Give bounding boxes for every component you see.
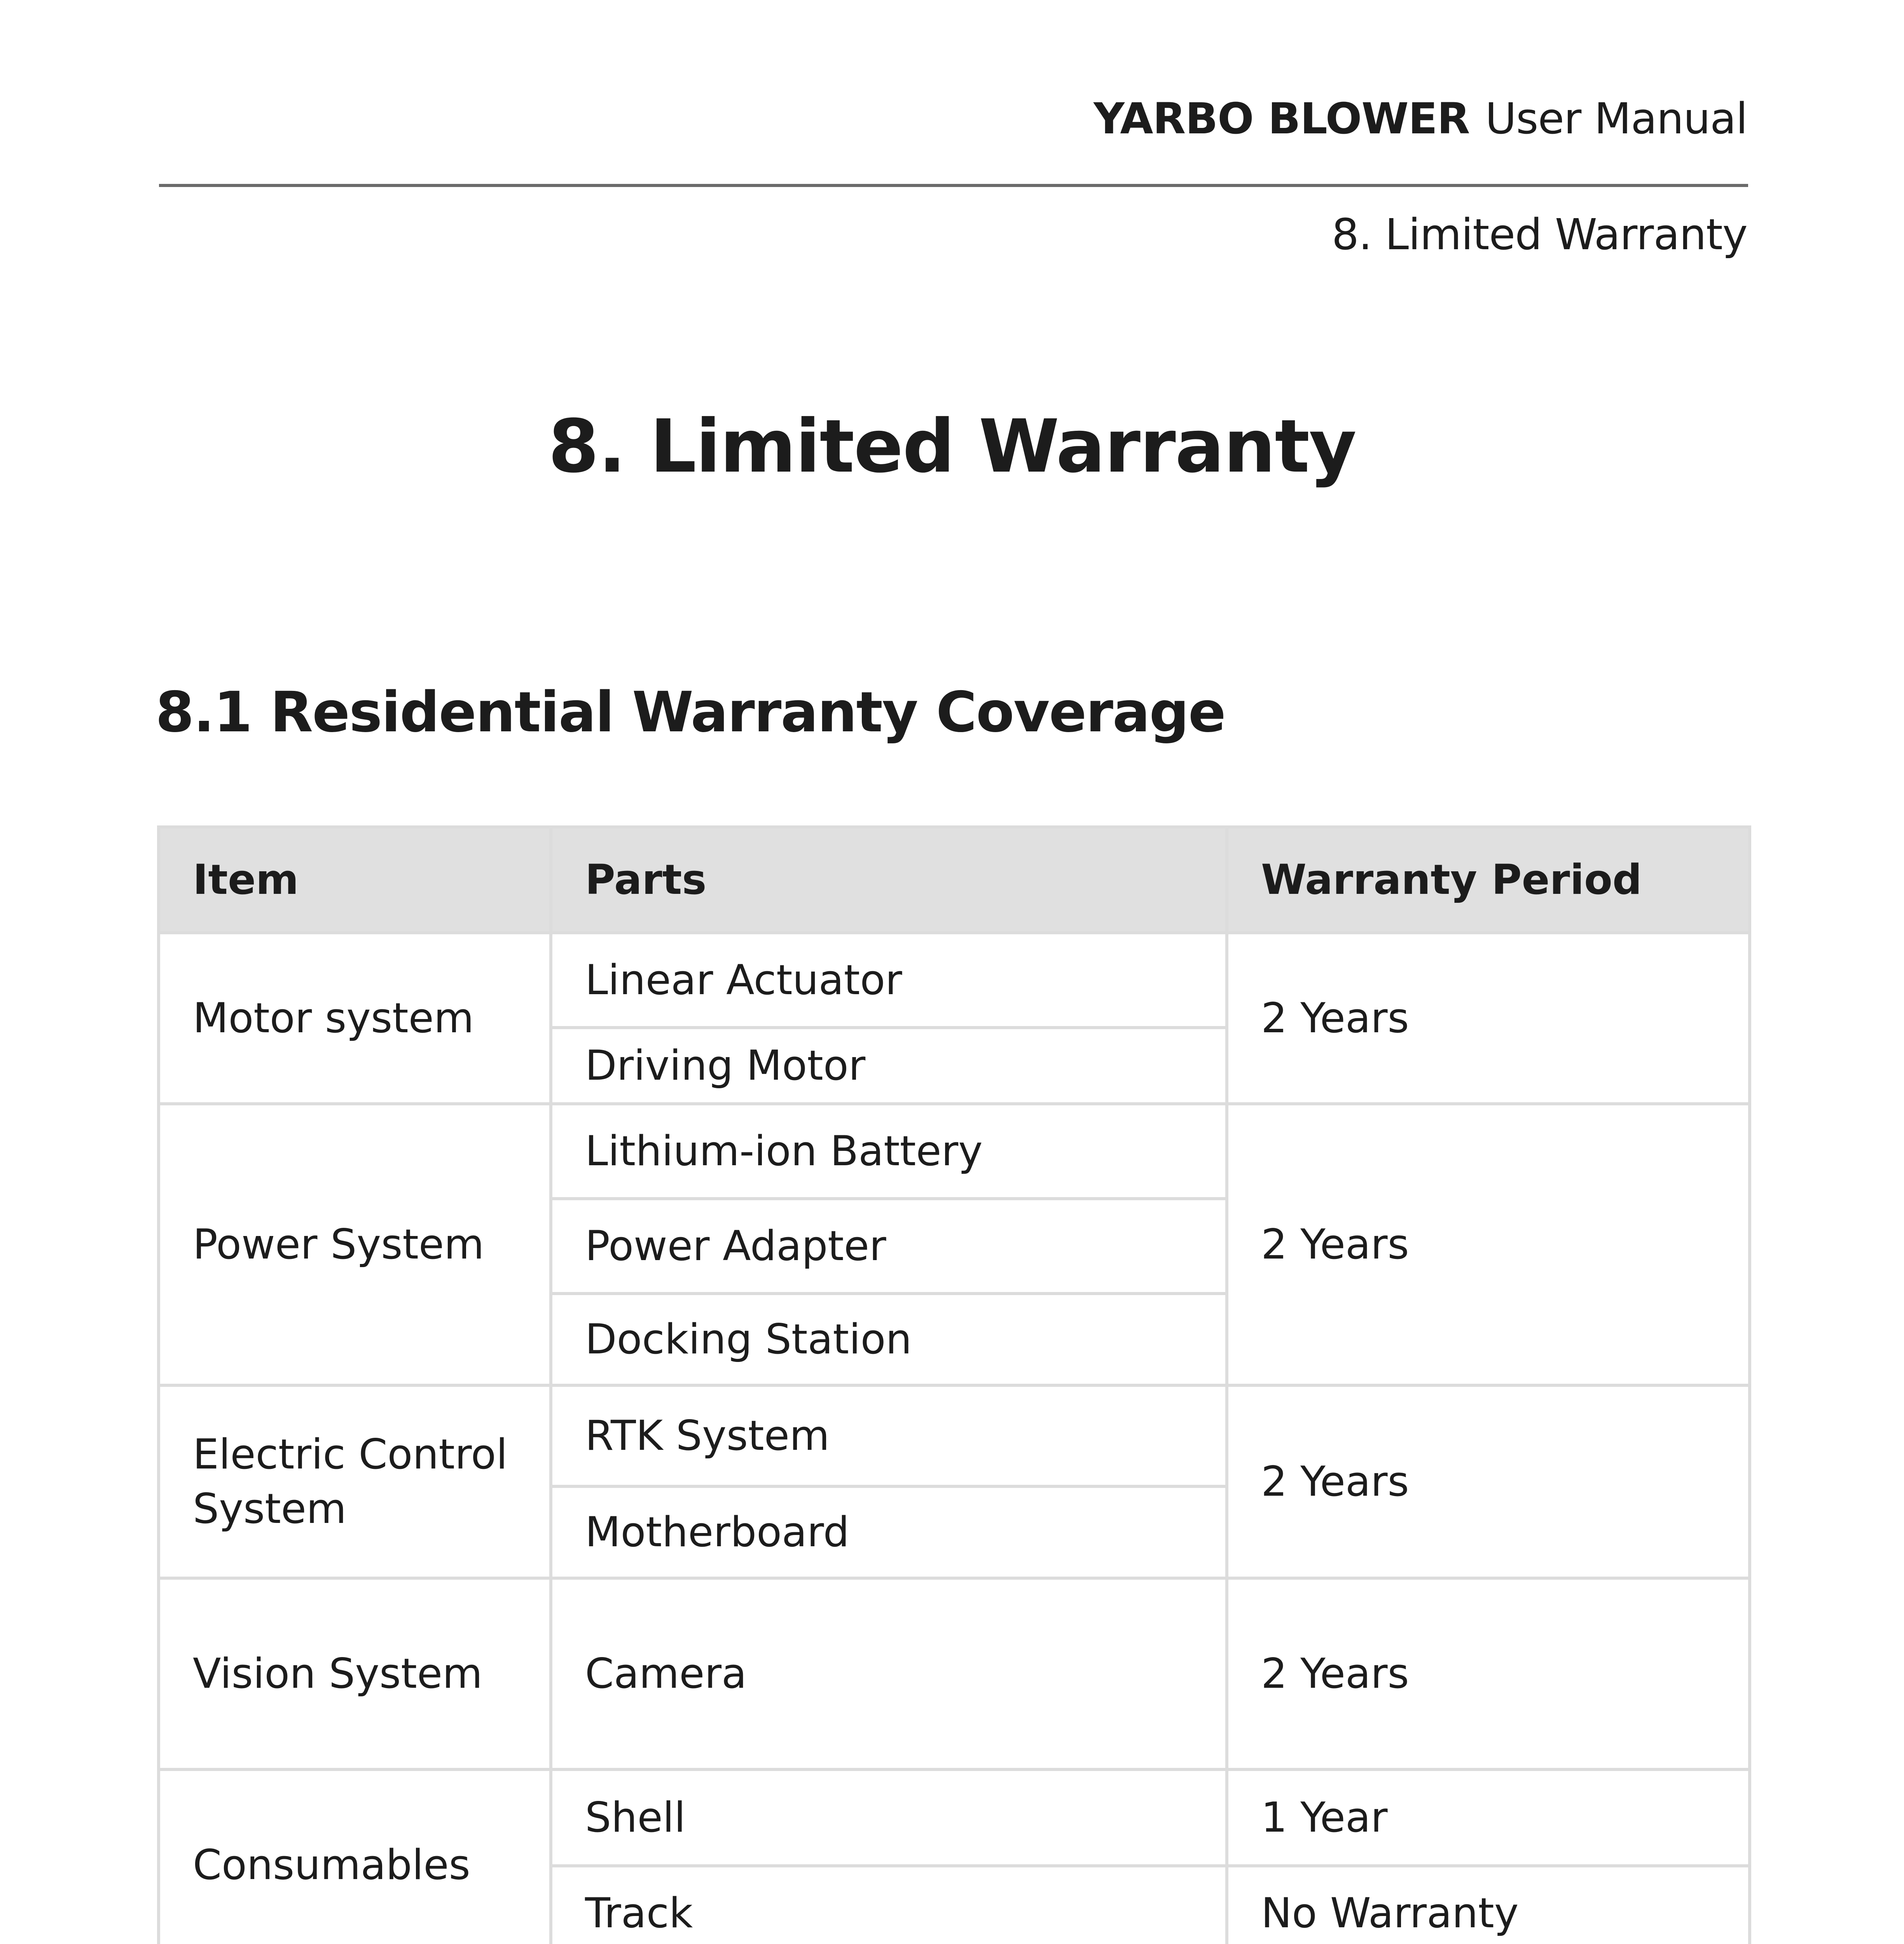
warranty-period-cell: 2 Years [1227,1578,1750,1769]
page-title: 8. Limited Warranty [548,404,1356,489]
warranty-period-cell: 2 Years [1227,933,1750,1104]
item-cell: Power System [159,1104,551,1385]
item-cell: Vision System [159,1578,551,1769]
running-section-label: 8. Limited Warranty [1331,210,1747,259]
part-cell: Camera [551,1578,1227,1769]
table-header-row [159,827,1750,933]
table-row [159,1385,1750,1486]
part-cell: Shell [551,1769,1227,1866]
column-header-item: Item [159,827,551,933]
item-cell: Consumables [159,1769,551,1944]
warranty-period-cell: 2 Years [1227,1104,1750,1385]
part-cell: RTK System [551,1385,1227,1486]
document-type: User Manual [1485,94,1747,143]
warranty-table [157,825,1751,1944]
warranty-period-cell: 2 Years [1227,1385,1750,1578]
warranty-period-cell: No Warranty [1227,1866,1750,1944]
table-row [159,933,1750,1028]
part-cell: Motherboard [551,1486,1227,1578]
column-header-warranty-period: Warranty Period [1227,827,1750,933]
part-cell: Track [551,1866,1227,1944]
subsection-title: 8.1 Residential Warranty Coverage [155,680,1225,745]
column-header-parts: Parts [551,827,1227,933]
table-row [159,1578,1750,1769]
part-cell: Linear Actuator [551,933,1227,1028]
part-cell: Power Adapter [551,1199,1227,1294]
table-row [159,1769,1750,1866]
item-cell: Electric Control System [159,1385,551,1578]
part-cell: Lithium-ion Battery [551,1104,1227,1199]
warranty-period-cell: 1 Year [1227,1769,1750,1866]
running-header [1093,94,1747,143]
header-divider [159,184,1748,187]
brand-name: YARBO BLOWER [1093,94,1470,143]
part-cell: Docking Station [551,1294,1227,1385]
part-cell: Driving Motor [551,1028,1227,1104]
table-row [159,1104,1750,1199]
item-cell: Motor system [159,933,551,1104]
